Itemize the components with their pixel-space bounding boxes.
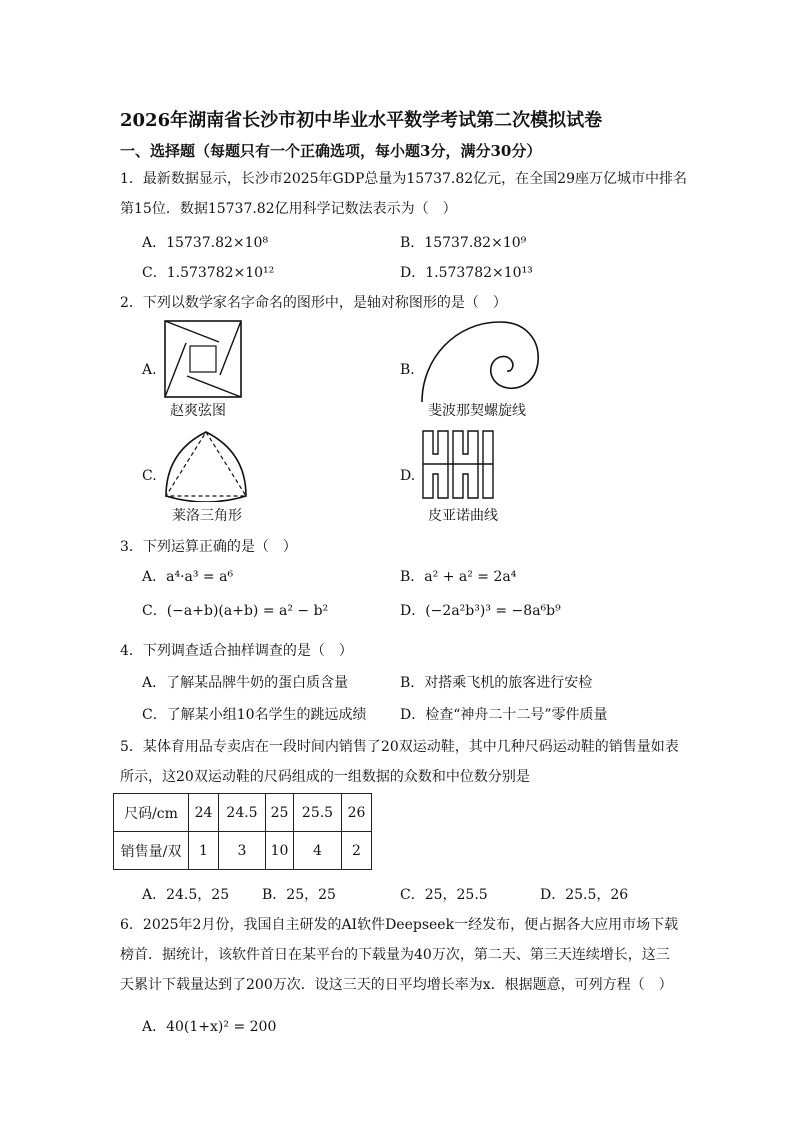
q5-option-d[interactable]: D．25.5，26 [540,887,629,903]
table-cell: 25.5 [294,794,342,832]
question-1-line-1: 1．最新数据显示，长沙市2025年GDP总量为15737.82亿元，在全国29座万亿城市中排名 [120,171,687,187]
table-cell: 3 [219,832,266,870]
reuleaux-triangle-icon [160,428,252,502]
question-6-line-2: 榜首．据统计，该软件首日在某平台的下载量为40万次，第二天、第三天连续增长，这三 [120,947,670,963]
question-6-line-1: 6．2025年2月份，我国自主研发的AI软件Deepseek一经发布，便占据各大应用市场下载 [120,917,679,933]
q2-caption-d: 皮亚诺曲线 [428,508,498,524]
q5-option-a[interactable]: A．24.5，25 [142,887,230,903]
q1-option-d[interactable]: D．1.573782×10¹³ [400,265,533,281]
q6-option-a[interactable]: A．40(1+x)² = 200 [142,1019,277,1035]
question-3-stem: 3．下列运算正确的是（ ） [120,539,297,555]
section-heading: 一、选择题（每题只有一个正确选项，每小题3分，满分30分） [120,142,542,160]
q4-option-d[interactable]: D．检查“神舟二十二号”零件质量 [400,707,608,723]
page-title: 2026年湖南省长沙市初中毕业水平数学考试第二次模拟试卷 [120,110,603,131]
question-5-line-2: 所示，这20双运动鞋的尺码组成的一组数据的众数和中位数分别是 [120,769,530,785]
q5-option-b[interactable]: B．25，25 [262,887,336,903]
q4-option-a[interactable]: A．了解某品牌牛奶的蛋白质含量 [142,675,349,691]
q2-caption-b: 斐波那契螺旋线 [428,403,526,419]
q3-option-d[interactable]: D．(−2a²b³)³ = −8a⁶b⁹ [400,603,561,619]
table-cell: 销售量/双 [114,832,189,870]
table-cell: 24.5 [219,794,266,832]
table-cell: 尺码/cm [114,794,189,832]
peano-curve-icon [420,428,496,500]
q4-option-b[interactable]: B．对搭乘飞机的旅客进行安检 [400,675,593,691]
q2-option-a-label[interactable]: A. [142,362,157,378]
table-cell: 24 [189,794,219,832]
shoe-size-table [113,793,372,870]
table-cell: 1 [189,832,219,870]
table-cell: 26 [342,794,372,832]
table-cell: 4 [294,832,342,870]
table-cell: 2 [342,832,372,870]
q1-option-c[interactable]: C．1.573782×10¹² [142,265,275,281]
q3-option-c[interactable]: C．(−a+b)(a+b) = a² − b² [142,603,329,619]
q5-option-c[interactable]: C．25，25.5 [400,887,488,903]
q2-option-c-label[interactable]: C. [142,468,157,484]
q1-option-a[interactable]: A．15737.82×10⁸ [142,235,269,251]
q2-option-b-label[interactable]: B. [400,362,415,378]
q1-option-b[interactable]: B．15737.82×10⁹ [400,235,527,251]
zhao-shuang-diagram-icon [164,320,242,398]
q3-option-b[interactable]: B．a² + a² = 2a⁴ [400,569,517,585]
question-1-line-2: 第15位．数据15737.82亿用科学记数法表示为（ ） [120,201,457,217]
q4-option-c[interactable]: C．了解某小组10名学生的跳远成绩 [142,707,367,723]
table-cell: 25 [266,794,294,832]
fibonacci-spiral-icon [418,318,542,404]
question-2-stem: 2．下列以数学家名字命名的图形中，是轴对称图形的是（ ） [120,295,507,311]
q3-option-a[interactable]: A．a⁴·a³ = a⁶ [142,569,234,585]
question-6-line-3: 天累计下载量达到了200万次．设这三天的日平均增长率为x．根据题意，可列方程（ ） [120,977,673,993]
q2-caption-c: 莱洛三角形 [172,508,242,524]
table-cell: 10 [266,832,294,870]
question-4-stem: 4．下列调查适合抽样调查的是（ ） [120,643,353,659]
q2-option-d-label[interactable]: D. [400,468,416,484]
question-5-line-1: 5．某体育用品专卖店在一段时间内销售了20双运动鞋，其中几种尺码运动鞋的销售量如表 [120,739,679,755]
table-row [114,794,372,832]
table-row [114,832,372,870]
q2-caption-a: 赵爽弦图 [170,403,226,419]
